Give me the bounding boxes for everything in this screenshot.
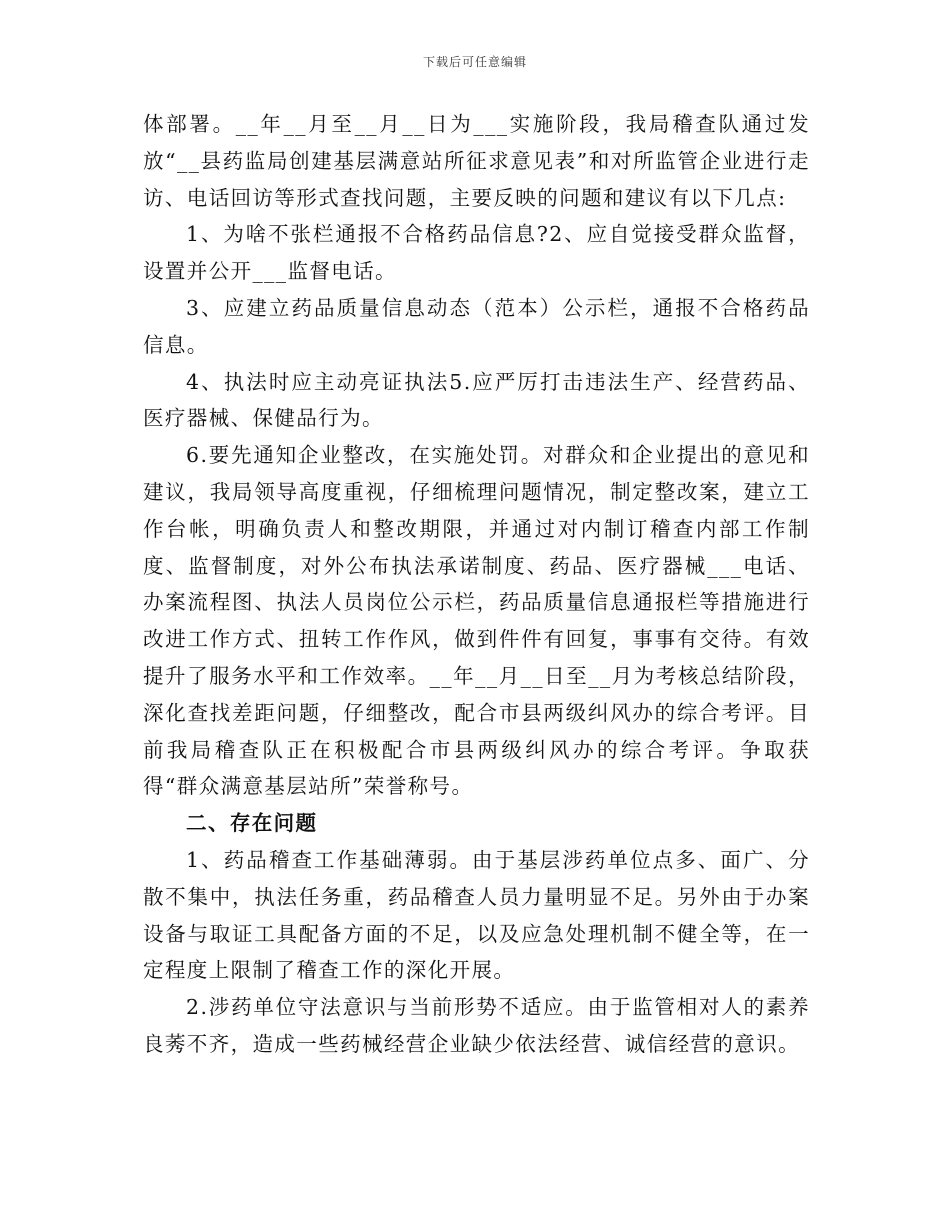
paragraph-item-4-5: 4、执法时应主动亮证执法5.应严厉打击违法生产、经营药品、医疗器械、保健品行为。	[143, 369, 810, 431]
problem-paragraph-1: 1、药品稽查工作基础薄弱。由于基层涉药单位点多、面广、分散不集中，执法任务重，药品稽查人员力量明显不足。另外由于办案设备与取证工具配备方面的不足，以及应急处理机制不健全等，在一定程度上限制了稽查工作的深化开展。	[143, 847, 810, 983]
page-header: 下载后可任意编辑	[422, 55, 527, 69]
paragraph-item-6: 6.要先通知企业整改，在实施处罚。对群众和企业提出的意见和建议，我局领导高度重视，仔细梳理问题情况，制定整改案，建立工作台帐，明确负责人和整改期限，并通过对内制订稽查内部工作制度、监督制度，对外公布执法承诺制度、药品、医疗器械___电话、办案流程图、执法人员岗位公示栏，药品质量信息通报栏等措施进行改进工作方式、扭转工作作风，做到件件有回复，事事有交待。有效提升了服务水平和工作效率。__年__月__日至__月为考核总结阶段，深化查找差距问题，仔细整改，配合市县两级纠风办的综合考评。目前我局稽查队正在积极配合市县两级纠风办的综合考评。争取获得“群众满意基层站所”荣誉称号。	[143, 443, 810, 799]
document-body	[143, 106, 810, 1063]
section-heading: 二、存在问题	[186, 811, 318, 836]
problem-paragraph-2: 2.涉药单位守法意识与当前形势不适应。由于监管相对人的素养良莠不齐，造成一些药械经营企业缺少依法经营、诚信经营的意识。	[143, 995, 810, 1056]
paragraph-item-1-2: 1、为啥不张栏通报不合格药品信息?2、应自觉接受群众监督，设置并公开___监督电话。	[143, 222, 810, 284]
paragraph-item-3: 3、应建立药品质量信息动态（范本）公示栏，通报不合格药品信息。	[143, 295, 810, 357]
paragraph-continuation: 体部署。__年__月至__月__日为___实施阶段，我局稽查队通过发放“__县药监局创建基层满意站所征求意见表”和对所监管企业进行走访、电话回访等形式查找问题，主要反映的问题和建议有以下几点:	[143, 112, 810, 210]
